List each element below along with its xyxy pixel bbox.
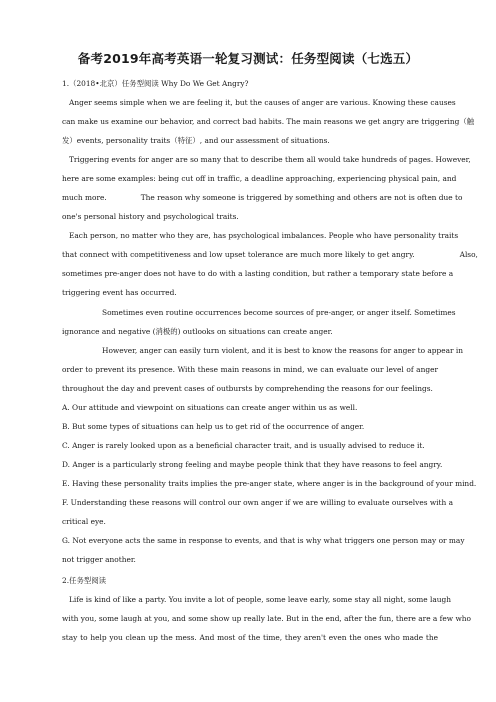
paragraph-line: ignorance and negative (消极的) outlooks on situations can create anger. — [62, 327, 333, 336]
line-fragment: much more. — [62, 193, 107, 202]
paragraph-line: triggering event has occurred. — [62, 288, 177, 297]
document-title: 备考2019年高考英语一轮复习测试：任务型阅读（七选五） — [77, 51, 419, 66]
paragraph-line-with-blank — [62, 193, 463, 203]
option-f-continued: critical eye. — [62, 517, 106, 526]
paragraph-line: Anger seems simple when we are feeling it, but the causes of anger are various. Knowing these causes — [69, 98, 456, 107]
paragraph-line: Sometimes even routine occurrences become sources of pre-anger, or anger itself. Sometimes — [102, 308, 456, 317]
question-1-heading: 1.（2018•北京）任务型阅读 Why Do We Get Angry? — [62, 79, 249, 88]
paragraph-line: Triggering events for anger are so many that to describe them all would take hundreds of pages. However, — [69, 155, 471, 164]
paragraph-line: 发）events, personality traits（特征）, and our assessment of situations. — [62, 136, 330, 145]
paragraph-line: can make us examine our behavior, and correct bad habits. The main reasons we get angry are triggering（触 — [62, 117, 475, 126]
option-g: G. Not everyone acts the same in response to events, and that is why what triggers one person may or may — [62, 536, 465, 545]
paragraph-line: Life is kind of like a party. You invite a lot of people, some leave early, some stay all night, some laugh — [69, 595, 451, 604]
option-c: C. Anger is rarely looked upon as a beneficial character trait, and is usually advised to reduce it. — [62, 441, 425, 450]
paragraph-line-with-blank — [62, 250, 478, 260]
option-a: A. Our attitude and viewpoint on situations can create anger within us as well. — [62, 403, 358, 412]
line-fragment: Also, — [459, 250, 478, 259]
line-fragment: The reason why someone is triggered by something and others are not is often due to — [140, 193, 463, 202]
option-e: E. Having these personality traits implies the pre-anger state, where anger is in the background of your mind. — [62, 479, 477, 488]
option-b: B. But some types of situations can help us to get rid of the occurrence of anger. — [62, 422, 365, 431]
paragraph-line: Each person, no matter who they are, has psychological imbalances. People who have personality traits — [69, 231, 459, 240]
paragraph-line: However, anger can easily turn violent, and it is best to know the reasons for anger to appear in — [102, 346, 464, 355]
question-2-heading: 2.任务型阅读 — [62, 576, 107, 585]
option-g-continued: not trigger another. — [62, 555, 136, 564]
paragraph-line: here are some examples: being cut off in traffic, a deadline approaching, experiencing physical pain, and — [62, 174, 457, 183]
paragraph-line: order to prevent its presence. With these main reasons in mind, we can evaluate our level of anger — [62, 365, 438, 374]
option-f: F. Understanding these reasons will control our own anger if we are willing to evaluate ourselves with a — [62, 498, 454, 507]
paragraph-line: stay to help you clean up the mess. And most of the time, they aren't even the ones who made the — [62, 633, 438, 642]
paragraph-line: one's personal history and psychological traits. — [62, 212, 239, 221]
option-d: D. Anger is a particularly strong feeling and maybe people think that they have reasons to feel angry. — [62, 460, 443, 469]
paragraph-line: with you, some laugh at you, and some show up really late. But in the end, after the fun, there are a few who — [62, 614, 471, 623]
line-fragment: that connect with competitiveness and low upset tolerance are much more likely to get angry. — [62, 250, 415, 259]
paragraph-line: throughout the day and prevent cases of outbursts by comprehending the reasons for our feelings. — [62, 384, 433, 393]
paragraph-line: sometimes pre-anger does not have to do with a lasting condition, but rather a temporary state before a — [62, 269, 454, 278]
